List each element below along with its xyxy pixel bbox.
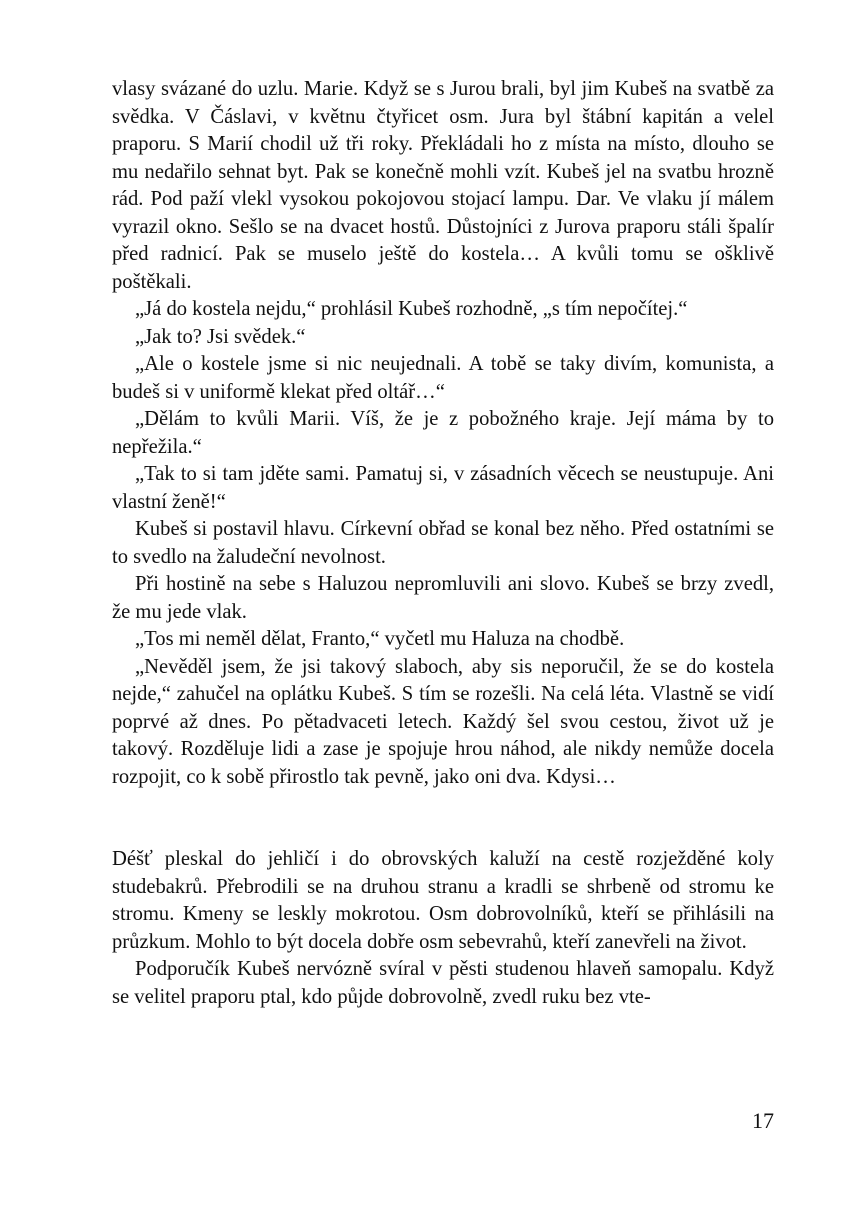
paragraph: „Já do kostela nejdu,“ prohlásil Kubeš rozhodně, „s tím nepočítej.“ [135,298,688,320]
page-number: 17 [752,1108,774,1133]
paragraph: „Tak to si tam jděte sami. Pamatuj si, v zásadních věcech se neustupuje. Ani vlastní ženě!“ [112,463,774,513]
paragraph: „Ale o kostele jsme si nic neujednali. A tobě se taky divím, komunista, a budeš si v uniformě klekat před oltář…“ [112,353,774,403]
paragraph: Kubeš si postavil hlavu. Církevní obřad se konal bez něho. Před ostatními se to svedlo na žaludeční nevolnost. [112,518,774,568]
section-break [112,791,774,846]
paragraph: Déšť pleskal do jehličí i do obrovských kaluží na cestě rozježděné koly studebakrů. Přebrodili se na druhou stranu a kradli se shrbeně od stromu ke stromu. Kmeny se leskly mokrotou. Osm dobrovolníků, kteří se přihlásili na průzkum. Mohlo to být docela dobře osm sebevrahů, kteří zanevřeli na život. [112,848,774,953]
paragraph: „Tos mi neměl dělat, Franto,“ vyčetl mu Haluza na chodbě. [135,628,625,650]
paragraph: Při hostině na sebe s Haluzou nepromluvili ani slovo. Kubeš se brzy zvedl, že mu jede vlak. [112,573,774,623]
paragraph: „Jak to? Jsi svědek.“ [135,325,306,348]
paragraph: Podporučík Kubeš nervózně svíral v pěsti studenou hlaveň samopalu. Když se velitel praporu ptal, kdo půjde dobrovolně, zvedl ruku bez vte- [112,958,774,1008]
paragraph: vlasy svázané do uzlu. Marie. Když se s Jurou brali, byl jim Kubeš na svatbě za svědka. V Čáslavi, v květnu čtyřicet osm. Jura byl štábní kapitán a velel praporu. S Marií chodil už tři roky. Překládali ho z místa na místo, dlouho se mu nedařilo sehnat byt. Pak se konečně mohli vzít. Kubeš jel na svatbu hrozně rád. Pod paží vlekl vysokou pokojovou stojací lampu. Dar. Ve vlaku jí málem vyrazil okno. Sešlo se na dvacet hostů. Důstojníci z Jurova praporu stáli špalír před radnicí. Pak se muselo ještě do kostela… A kvůli tomu se ošklivě poštěkali. [112,78,774,293]
book-page-body [112,76,774,1011]
paragraph: „Nevěděl jsem, že jsi takový slaboch, aby sis neporučil, že se do kostela nejde,“ zahučel na oplátku Kubeš. S tím se rozešli. Na celá léta. Vlastně se vidí poprvé až dnes. Po pětadvaceti letech. Každý šel svou cestou, život už je takový. Rozděluje lidi a zase je spojuje hrou náhod, ale nikdy nemůže docela rozpojit, co k sobě přirostlo tak pevně, jako oni dva. Kdysi… [112,655,774,788]
paragraph: „Dělám to kvůli Marii. Víš, že je z pobožného kraje. Její máma by to nepřežila.“ [112,408,774,458]
